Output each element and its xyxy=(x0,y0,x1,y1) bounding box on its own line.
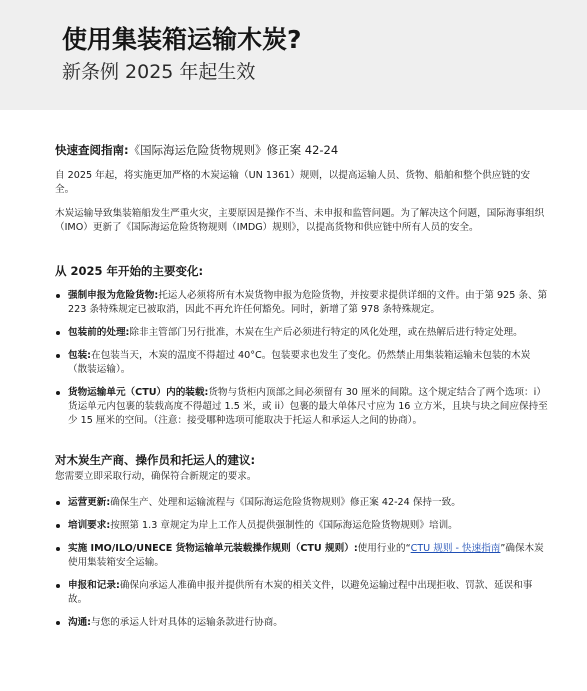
item-label: 包装: xyxy=(68,350,92,361)
page-subtitle: 新条例 2025 年起生效 xyxy=(62,61,256,83)
item-text: 在包装当天，木炭的温度不得超过 40°C。包装要求也发生了变化。仍然禁止用集装箱运输未包装的木炭（散装运输）。 xyxy=(68,350,531,375)
advice-intro: 您需要立即采取行动，确保符合新规定的要求。 xyxy=(55,471,257,482)
header-banner xyxy=(0,0,587,110)
item-text-before: 使用行业的“ xyxy=(357,543,411,554)
item-text: 托运人必须将所有木炭货物申报为危险货物，并按要求提供详细的文件。由于第 925 条、第 223 条特殊规定已被取消，因此不再允许任何豁免。同时，新增了第 978 条特殊规定。 xyxy=(68,290,548,315)
item-label: 强制申报为危险货物: xyxy=(68,290,159,301)
item-text: 确保向承运人准确申报并提供所有木炭的相关文件，以避免运输过程中出现拒收、罚款、延误和事故。 xyxy=(68,580,533,605)
item-label: 培训要求: xyxy=(68,520,111,531)
changes-heading: 从 2025 年开始的主要变化: xyxy=(55,264,204,278)
item-label: 实施 IMO/ILO/UNECE 货物运输单元装载操作规则（CTU 规则）: xyxy=(68,543,358,554)
list-item xyxy=(68,579,549,607)
ctu-guide-link[interactable]: CTU 规则 - 快速指南 xyxy=(410,543,501,554)
intro-paragraph-1: 自 2025 年起，将实施更加严格的木炭运输（UN 1361）规则，以提高运输人员、货物、船舶和整个供应链的安全。 xyxy=(55,170,531,195)
guide-label: 快速查阅指南: xyxy=(55,143,129,157)
item-text-after: ”确保木炭使用集装箱安全运输。 xyxy=(68,543,544,568)
advice-list xyxy=(55,496,549,630)
list-item xyxy=(68,289,549,317)
item-label: 申报和记录: xyxy=(68,580,120,591)
list-item xyxy=(68,386,549,428)
intro-paragraph-2: 木炭运输导致集装箱船发生严重火灾，主要原因是操作不当、未申报和监管问题。为了解决这个问题，国际海事组织（IMO）更新了《国际海运危险货物规则（IMDG）规则》，以提高货物和供应链中所有人员的安全。 xyxy=(55,208,545,233)
guide-text: 《国际海运危险货物规则》修正案 42-24 xyxy=(128,143,339,157)
list-item xyxy=(68,616,549,630)
list-item xyxy=(68,496,549,510)
item-text: 除非主管部门另行批准，木炭在生产后必须进行特定的风化处理，或在热解后进行特定处理。 xyxy=(129,327,523,338)
list-item xyxy=(68,326,549,340)
guide-heading xyxy=(55,142,549,158)
changes-list xyxy=(55,289,549,428)
item-text: 确保生产、处理和运输流程与《国际海运危险货物规则》修正案 42-24 保持一致。 xyxy=(110,497,461,508)
list-item xyxy=(68,542,549,570)
item-label: 沟通: xyxy=(68,617,92,628)
list-item xyxy=(68,519,549,533)
main-content xyxy=(0,110,587,630)
item-label: 运营更新: xyxy=(68,497,111,508)
list-item xyxy=(68,349,549,377)
item-label: 包装前的处理: xyxy=(68,327,130,338)
item-text: 与您的承运人针对具体的运输条款进行协商。 xyxy=(91,617,283,628)
page-title: 使用集装箱运输木炭? xyxy=(62,25,302,54)
advice-heading: 对木炭生产商、操作员和托运人的建议: xyxy=(55,453,256,467)
item-text: 货物与货柜内顶部之间必须留有 30 厘米的间隙。这个规定结合了两个选项：i）货运单元内包裹的装载高度不得超过 1.5 米，或 ii）包裹的最大单体尺寸应为 16 立方米，且块与块之间应保持至少 15 厘米的空间。（注意：接受哪种选项可能取决于托运人和承运人之间的协商）。 xyxy=(68,387,548,426)
item-label: 货物运输单元（CTU）内的装载: xyxy=(68,387,209,398)
item-text: 按照第 1.3 章规定为岸上工作人员提供强制性的《国际海运危险货物规则》培训。 xyxy=(110,520,458,531)
